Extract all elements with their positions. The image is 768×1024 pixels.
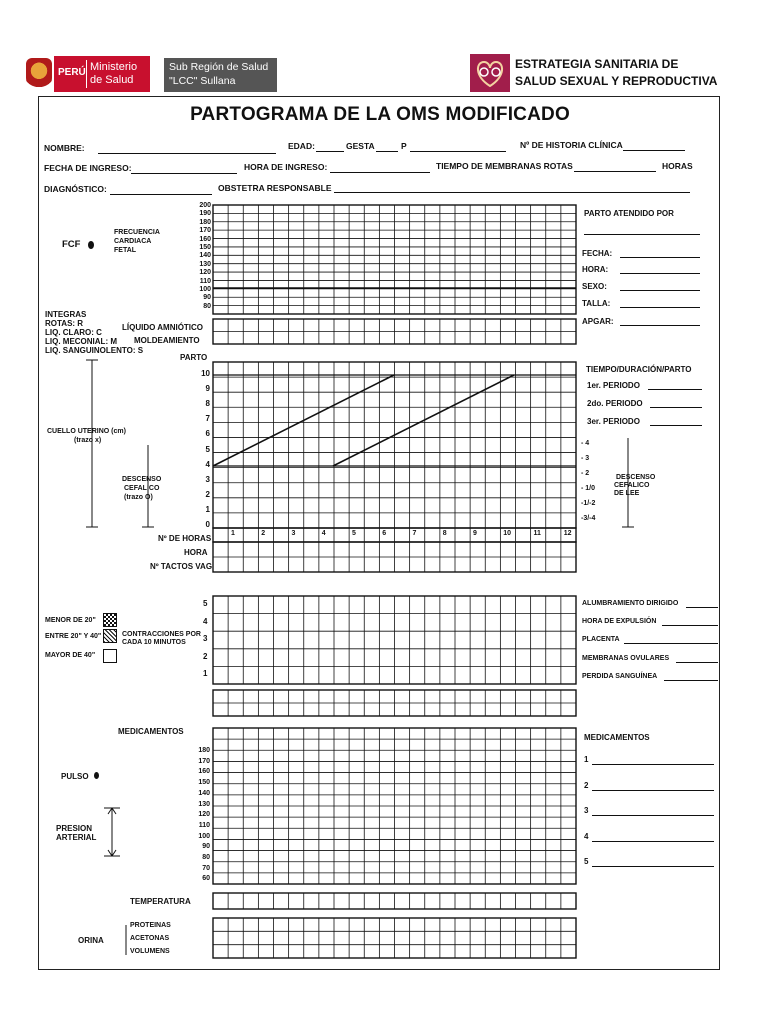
tiempo-title: TIEMPO/DURACIÓN/PARTO bbox=[586, 365, 692, 374]
parto-scale-1: 1 bbox=[205, 504, 210, 514]
descenso-label-1: DESCENSO bbox=[122, 476, 162, 483]
region-line2: "LCC" Sullana bbox=[169, 75, 236, 87]
legend-4: LIQ. MECONIAL: M bbox=[45, 337, 117, 346]
periodo-3: 3er. PERIODO bbox=[587, 417, 640, 426]
contracciones-label-1: CONTRACCIONES POR bbox=[122, 631, 201, 638]
hour-6: 6 bbox=[382, 530, 387, 537]
med-item-5: 5 bbox=[584, 857, 589, 867]
n-horas-label: Nº DE HORAS bbox=[158, 534, 212, 543]
placenta-input[interactable] bbox=[624, 643, 718, 644]
med-item-4: 4 bbox=[584, 831, 589, 841]
hour-5: 5 bbox=[352, 530, 356, 537]
contr-scale-5: 5 bbox=[203, 599, 208, 608]
fecha-input[interactable] bbox=[620, 257, 700, 258]
tiempo-membranas-label: TIEMPO DE MEMBRANAS ROTAS bbox=[436, 161, 573, 171]
med-item-2: 2 bbox=[584, 780, 589, 790]
pulso-scale-130: 130 bbox=[198, 800, 210, 808]
hatch-pattern-icon bbox=[103, 629, 117, 643]
fecha-label: FECHA: bbox=[582, 249, 613, 258]
fcf-dot-icon bbox=[88, 241, 94, 249]
perdida-label: PERDIDA SANGUÍNEA bbox=[582, 673, 658, 680]
apgar-input[interactable] bbox=[620, 325, 700, 326]
cuello-label-1: CUELLO UTERINO (cm) bbox=[47, 428, 126, 435]
fcf-scale-150: 150 bbox=[199, 244, 211, 251]
periodo-3-input[interactable] bbox=[650, 425, 702, 426]
peru-text: PERÚ bbox=[58, 67, 86, 78]
parto-label: PARTO bbox=[180, 353, 208, 362]
medicamentos-right-label: MEDICAMENTOS bbox=[584, 733, 650, 742]
pulso-scale-170: 170 bbox=[198, 757, 210, 765]
hour-10: 10 bbox=[503, 530, 512, 537]
fcf-scale-110: 110 bbox=[199, 277, 211, 285]
periodo-1-input[interactable] bbox=[648, 389, 702, 390]
placenta-label: PLACENTA bbox=[582, 636, 620, 643]
moldeamiento-label: MOLDEAMIENTO bbox=[134, 336, 200, 345]
pulso-scale-80: 80 bbox=[202, 854, 210, 861]
parto-scale-10: 10 bbox=[201, 369, 210, 378]
lee-1: - 3 bbox=[581, 455, 590, 462]
sexo-input[interactable] bbox=[620, 290, 700, 291]
lee-5: -3/-4 bbox=[581, 515, 596, 522]
legend-1: INTEGRAS bbox=[45, 310, 87, 319]
pulso-scale-90: 90 bbox=[202, 843, 210, 851]
pulso-scale-120: 120 bbox=[198, 811, 210, 819]
lee-label-2: CEFALICO bbox=[614, 482, 650, 489]
lee-3: - 1/0 bbox=[581, 485, 596, 492]
edad-label: EDAD: bbox=[288, 141, 315, 151]
pulso-scale-160: 160 bbox=[198, 768, 210, 776]
historia-label: Nº DE HISTORIA CLÍNICA bbox=[520, 140, 623, 150]
hour-9: 9 bbox=[473, 530, 477, 537]
hora-ingreso-label: HORA DE INGRESO: bbox=[244, 162, 328, 172]
parto-scale-6: 6 bbox=[205, 429, 210, 439]
alumbramiento-input[interactable] bbox=[686, 607, 718, 608]
pulso-scale-180: 180 bbox=[198, 747, 210, 754]
membranas-input[interactable] bbox=[676, 662, 718, 663]
fcf-scale-200: 200 bbox=[199, 202, 211, 209]
fcf-scale-170: 170 bbox=[199, 227, 211, 235]
perdida-input[interactable] bbox=[664, 680, 718, 681]
hora-row-label: HORA bbox=[184, 548, 208, 557]
entre-label: ENTRE 20" Y 40" bbox=[45, 633, 102, 640]
expulsion-input[interactable] bbox=[662, 625, 718, 626]
proteinas-label: PROTEINAS bbox=[130, 922, 171, 929]
legend-3: LIQ. CLARO: C bbox=[45, 328, 102, 337]
med-input-3[interactable] bbox=[592, 815, 714, 816]
contracciones-label-2: CADA 10 MINUTOS bbox=[122, 639, 186, 646]
hour-1: 1 bbox=[231, 530, 235, 537]
fcf-scale-120: 120 bbox=[199, 269, 211, 277]
parto-atendido-title: PARTO ATENDIDO POR bbox=[584, 209, 674, 218]
apgar-label: APGAR: bbox=[582, 317, 614, 326]
contr-scale-3: 3 bbox=[203, 634, 208, 644]
region-line1: Sub Región de Salud bbox=[169, 61, 269, 73]
fcf-scale-130: 130 bbox=[199, 260, 211, 268]
hour-7: 7 bbox=[412, 530, 417, 537]
parto-scale-5: 5 bbox=[205, 444, 210, 454]
tactos-label: Nº TACTOS VAG bbox=[150, 562, 213, 571]
parto-scale-2: 2 bbox=[205, 489, 210, 499]
lee-0: - 4 bbox=[581, 440, 590, 447]
form-title: PARTOGRAMA DE LA OMS MODIFICADO bbox=[190, 104, 570, 125]
hour-8: 8 bbox=[442, 530, 447, 537]
periodo-1: 1er. PERIODO bbox=[587, 381, 640, 390]
estrategia-line1: ESTRATEGIA SANITARIA DE bbox=[515, 57, 679, 71]
parto-scale-8: 8 bbox=[205, 399, 210, 409]
fcf-desc-2: CARDIACA bbox=[114, 238, 152, 245]
contr-scale-1: 1 bbox=[203, 669, 208, 679]
parto-scale-3: 3 bbox=[205, 474, 210, 484]
med-item-1: 1 bbox=[584, 755, 589, 764]
pulso-scale-70: 70 bbox=[202, 864, 210, 872]
periodo-2: 2do. PERIODO bbox=[587, 399, 643, 408]
ministerio-text: Ministerio bbox=[90, 61, 138, 73]
presion-label-2: ARTERIAL bbox=[56, 833, 97, 842]
fcf-scale-140: 140 bbox=[199, 252, 211, 260]
mayor-label: MAYOR DE 40" bbox=[45, 652, 96, 659]
obstetra-label: OBSTETRA RESPONSABLE bbox=[218, 183, 332, 193]
medicamentos-left-label: MEDICAMENTOS bbox=[118, 727, 184, 736]
parto-scale-9: 9 bbox=[205, 384, 210, 394]
contr-scale-4: 4 bbox=[203, 616, 208, 626]
hora-input[interactable] bbox=[620, 273, 700, 274]
hour-4: 4 bbox=[321, 530, 326, 537]
alumbramiento-label: ALUMBRAMIENTO DIRIGIDO bbox=[582, 600, 679, 607]
gesta-label: GESTA bbox=[346, 141, 375, 151]
sexo-label: SEXO: bbox=[582, 282, 607, 291]
descenso-label-3: (trazo O) bbox=[124, 494, 153, 501]
menor-label: MENOR DE 20" bbox=[45, 617, 96, 624]
legend-5: LIQ. SANGUINOLENTO: S bbox=[45, 346, 144, 355]
med-input-1[interactable] bbox=[592, 764, 714, 765]
nombre-label: NOMBRE: bbox=[44, 143, 85, 153]
hora-label: HORA: bbox=[582, 265, 609, 274]
de-salud-text: de Salud bbox=[90, 74, 134, 86]
hour-11: 11 bbox=[533, 530, 541, 537]
fcf-scale-160: 160 bbox=[199, 235, 211, 243]
lee-4: -1/-2 bbox=[581, 500, 596, 507]
hour-3: 3 bbox=[291, 530, 296, 537]
lee-label-1: DESCENSO bbox=[616, 474, 656, 481]
presion-label-1: PRESION bbox=[56, 824, 93, 833]
fcf-scale-80: 80 bbox=[203, 302, 211, 310]
pulso-scale-140: 140 bbox=[198, 789, 210, 797]
parto-scale-4: 4 bbox=[205, 459, 210, 469]
legend-2: ROTAS: R bbox=[45, 319, 84, 328]
hour-2: 2 bbox=[261, 530, 266, 537]
checker-pattern-icon bbox=[103, 613, 117, 627]
pulso-scale-60: 60 bbox=[202, 875, 210, 883]
pulso-dot-icon bbox=[94, 772, 99, 779]
fcf-label: FCF bbox=[62, 239, 81, 250]
blank-pattern-icon bbox=[103, 649, 117, 663]
contr-scale-2: 2 bbox=[203, 651, 208, 661]
med-input-4[interactable] bbox=[592, 841, 714, 842]
fcf-scale-90: 90 bbox=[203, 294, 211, 302]
descenso-label-2: CEFALICO bbox=[124, 485, 160, 492]
membranas-label: MEMBRANAS OVULARES bbox=[582, 655, 670, 662]
orina-label: ORINA bbox=[78, 936, 104, 945]
parto-scale-7: 7 bbox=[205, 414, 210, 424]
talla-label: TALLA: bbox=[582, 299, 611, 308]
med-input-5[interactable] bbox=[592, 866, 714, 867]
parto-scale-0: 0 bbox=[205, 520, 210, 529]
periodo-2-input[interactable] bbox=[650, 407, 702, 408]
fcf-scale-190: 190 bbox=[199, 210, 211, 218]
fcf-desc-1: FRECUENCIA bbox=[114, 229, 160, 236]
med-item-3: 3 bbox=[584, 806, 589, 816]
fcf-scale-180: 180 bbox=[199, 218, 211, 226]
estrategia-line2: SALUD SEXUAL Y REPRODUCTIVA bbox=[515, 74, 718, 88]
horas-label: HORAS bbox=[662, 161, 693, 171]
hour-12: 12 bbox=[563, 530, 572, 537]
diagnostico-label: DIAGNÓSTICO: bbox=[44, 184, 107, 194]
med-input-2[interactable] bbox=[592, 790, 714, 791]
lee-2: - 2 bbox=[581, 470, 590, 477]
fecha-ingreso-label: FECHA DE INGRESO: bbox=[44, 163, 132, 173]
pulso-scale-100: 100 bbox=[198, 832, 210, 840]
parto-atendido-input[interactable] bbox=[584, 234, 700, 235]
pulso-scale-150: 150 bbox=[198, 779, 210, 787]
acetonas-label: ACETONAS bbox=[130, 935, 170, 942]
p-label: P bbox=[401, 141, 407, 151]
liquido-label: LÍQUIDO AMNIÓTICO bbox=[122, 323, 204, 332]
expulsion-label: HORA DE EXPULSIÓN bbox=[582, 618, 657, 625]
temperatura-label: TEMPERATURA bbox=[130, 897, 191, 906]
fcf-desc-3: FETAL bbox=[114, 247, 137, 254]
pulso-label: PULSO bbox=[61, 772, 89, 781]
fcf-scale-100: 100 bbox=[199, 286, 211, 293]
talla-input[interactable] bbox=[620, 307, 700, 308]
cuello-label-2: (trazo x) bbox=[74, 437, 102, 444]
lee-label-3: DE LEE bbox=[614, 490, 640, 497]
pulso-scale-110: 110 bbox=[198, 821, 210, 829]
volumens-label: VOLUMENS bbox=[130, 948, 170, 955]
